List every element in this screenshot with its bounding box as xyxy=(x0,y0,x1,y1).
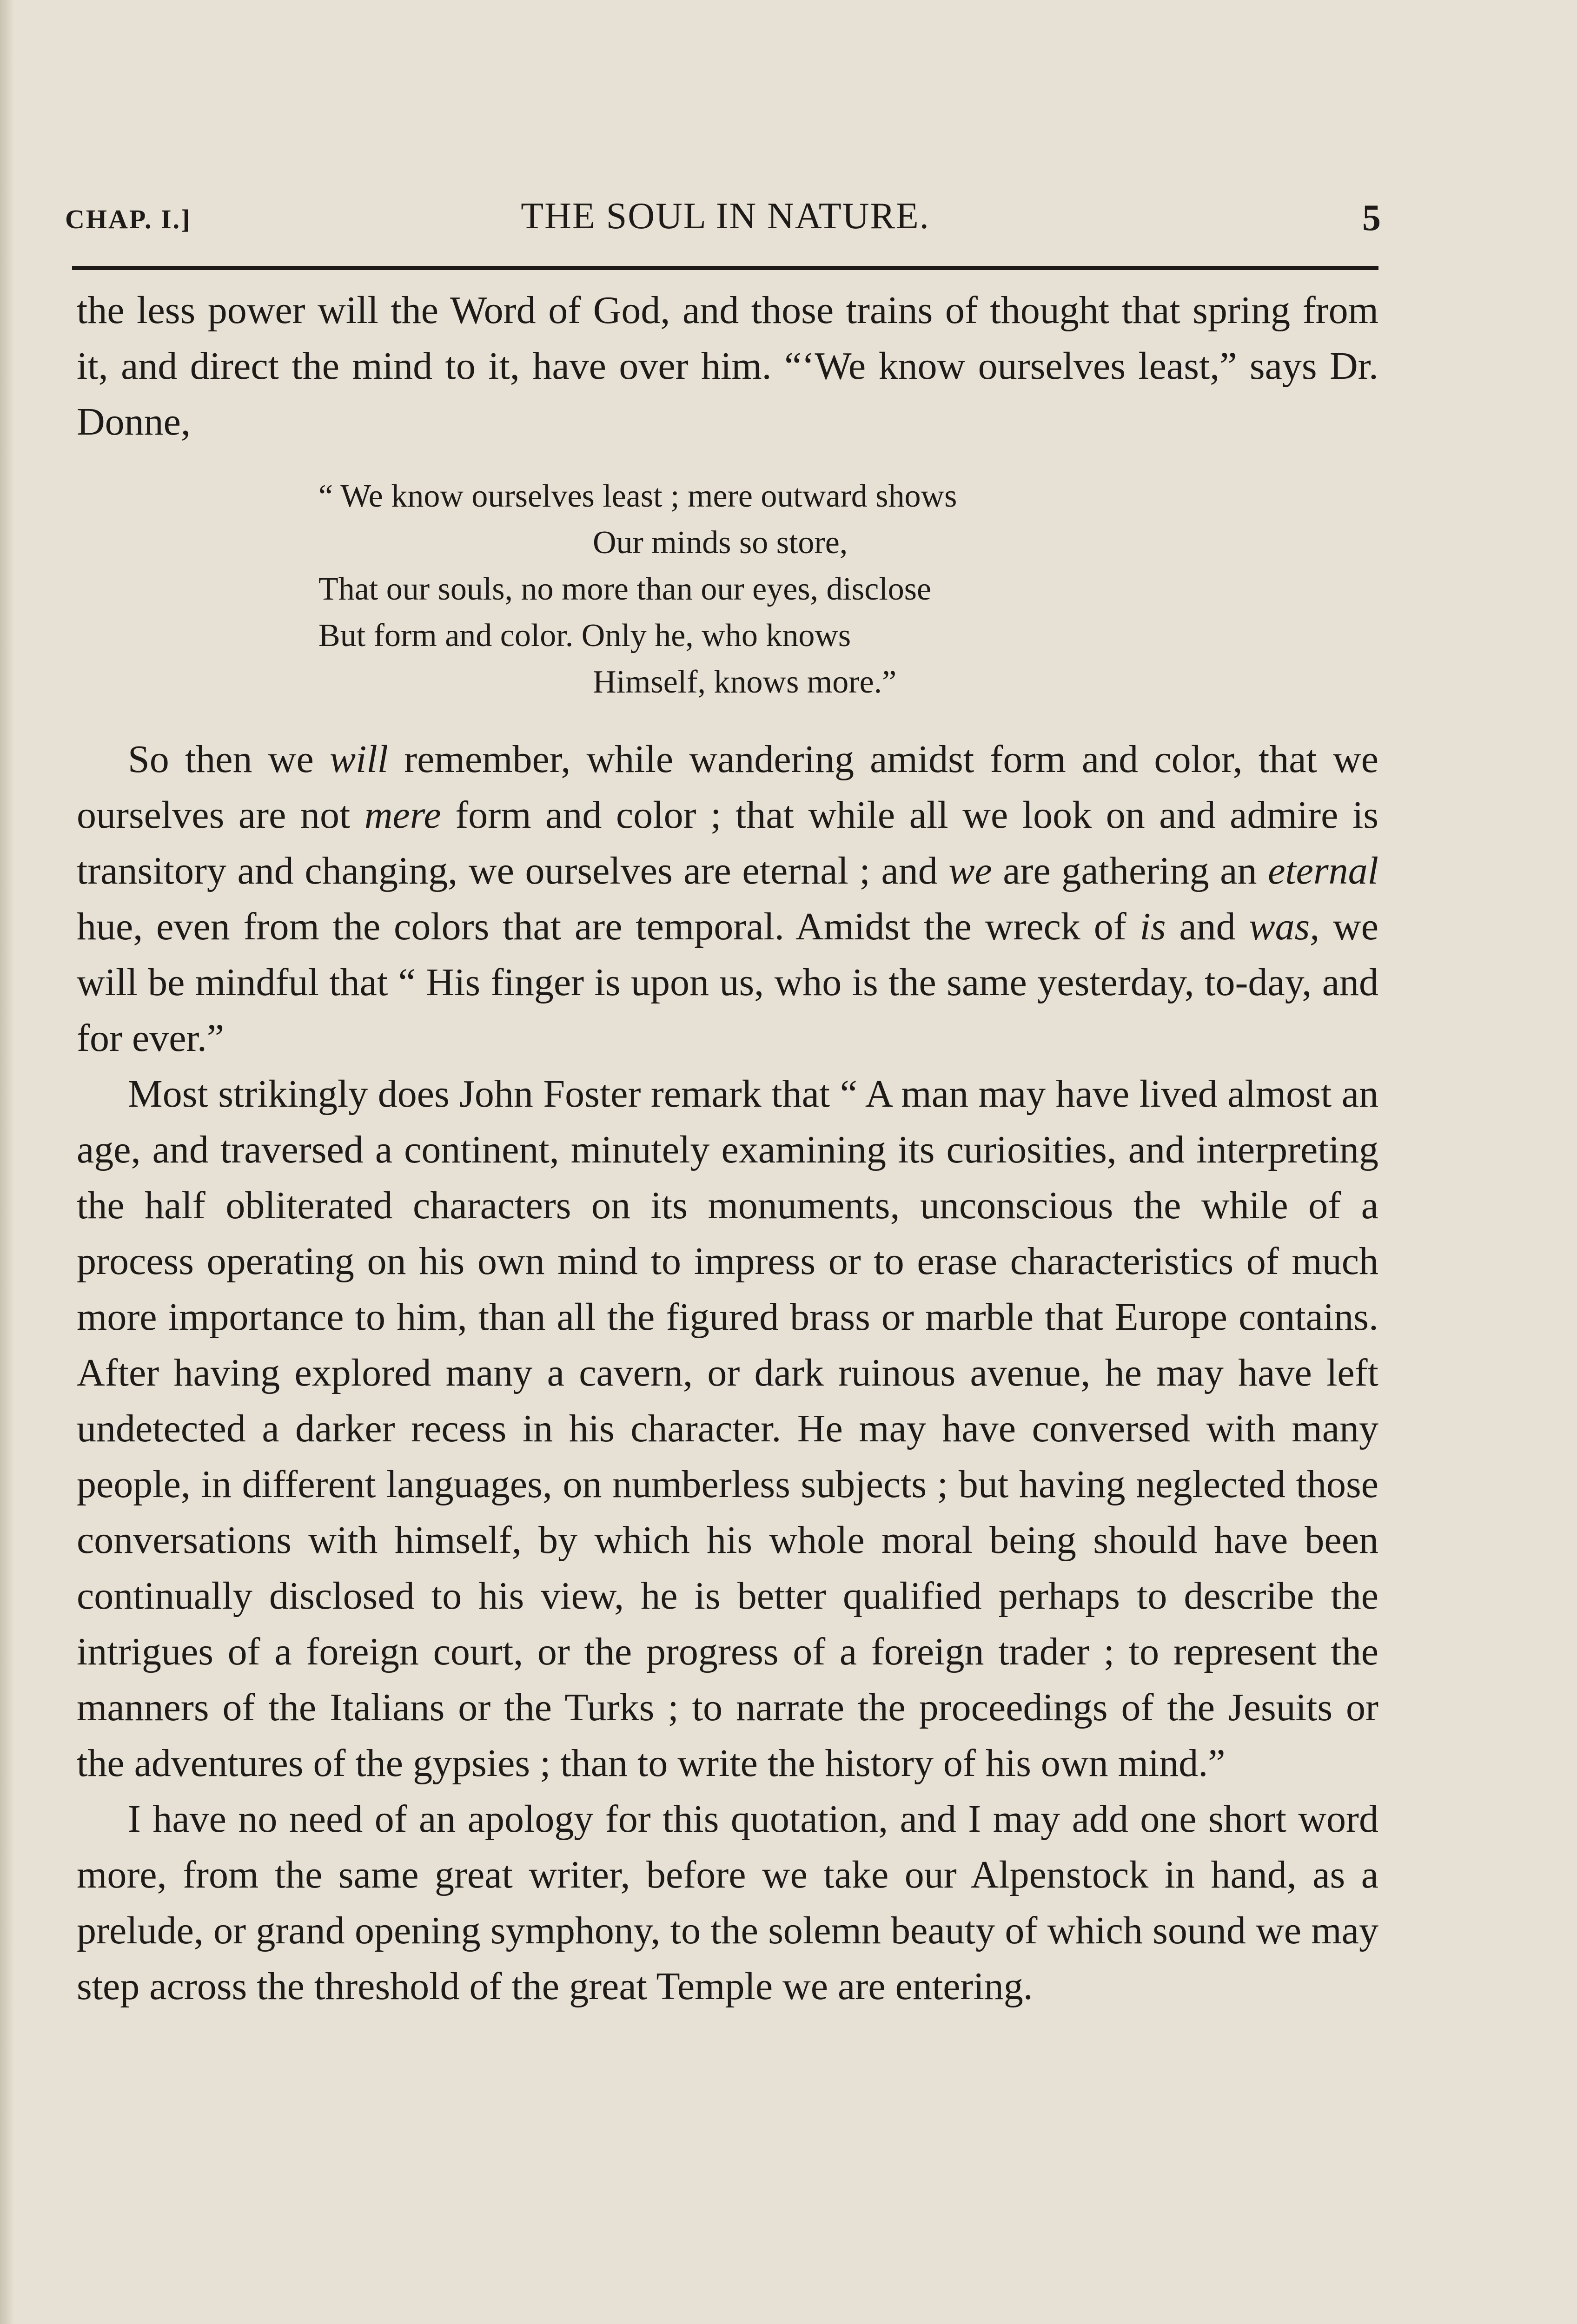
verse-line: Himself, knows more.” xyxy=(593,664,897,700)
running-header xyxy=(65,195,1385,242)
paragraph-apology: I have no need of an apology for this quotation, and I may add one short word more, from the same great writer, before we take our Alpenstock in hand, as a prelude, or grand opening symphony, to the solemn beauty of which sound we may step across the threshold of the great Temple we are entering. xyxy=(77,1797,1378,2008)
verse-line: But form and color. Only he, who knows xyxy=(318,618,851,654)
verse-line: That our souls, no more than our eyes, disclose xyxy=(318,571,932,607)
body-text xyxy=(77,283,1378,2014)
text-run: we will be mindful that “ His finger is upon us, who is the same yesterday, to-day, and for ever.” xyxy=(77,905,1378,1060)
header-rule xyxy=(72,266,1378,270)
text-run: hue, even from the colors that are temporal. Amidst the wreck of xyxy=(77,905,1140,948)
text-run: remember, while wandering amidst form and color, that we ourselves are not xyxy=(77,738,1378,837)
page-edge-shadow xyxy=(0,0,14,2324)
verse-quotation xyxy=(318,473,1378,706)
text-run: So then we xyxy=(128,738,330,781)
emphasis: will xyxy=(329,738,389,781)
text-run: form and color ; that while all we look on and admire is transitory and changing, we ourselves are eternal ; and xyxy=(77,793,1378,892)
emphasis: mere xyxy=(364,793,441,837)
paragraph-john-foster: Most strikingly does John Foster remark that “ A man may have lived almost an age, and traversed a continent, minutely examining its curiosities, and interpreting the half obliterated characters on its monuments, unconscious the while of a process operating on his own mind to impress or to erase characteristics of much more importance to him, than all the figured brass or marble that Europe contains. After having explored many a cavern, or dark ruinous avenue, he may have left undetected a darker recess in his character. He may have conversed with many people, in different languages, on numberless subjects ; but having neglected those conversations with himself, by which his whole moral being should have been continually disclosed to his view, he is better qualified perhaps to describe the intrigues of a foreign court, or the progress of a foreign trader ; to represent the manners of the Italians or the Turks ; to narrate the proceedings of the Jesuits or the adventures of the gypsies ; than to write the history of his own mind.” xyxy=(77,1072,1378,1785)
paragraph-continued: the less power will the Word of God, and those trains of thought that spring from it, and direct the mind to it, have over him. “ʻWe know ourselves least,” says Dr. Donne, xyxy=(77,289,1378,443)
emphasis: eternal xyxy=(1268,849,1378,892)
paragraph-form-and-color xyxy=(77,732,1378,1066)
text-run: and xyxy=(1166,905,1249,948)
emphasis: was, xyxy=(1249,905,1320,948)
verse-line: “ We know ourselves least ; mere outward shows xyxy=(318,478,957,514)
emphasis: is xyxy=(1140,905,1166,948)
page-number: 5 xyxy=(1362,198,1381,238)
verse-line: Our minds so store, xyxy=(593,525,848,561)
header-title: THE SOUL IN NATURE. xyxy=(521,196,930,237)
text-run: are gathering an xyxy=(992,849,1268,892)
emphasis: we xyxy=(948,849,992,892)
header-chapter: CHAP. I.] xyxy=(65,204,192,234)
